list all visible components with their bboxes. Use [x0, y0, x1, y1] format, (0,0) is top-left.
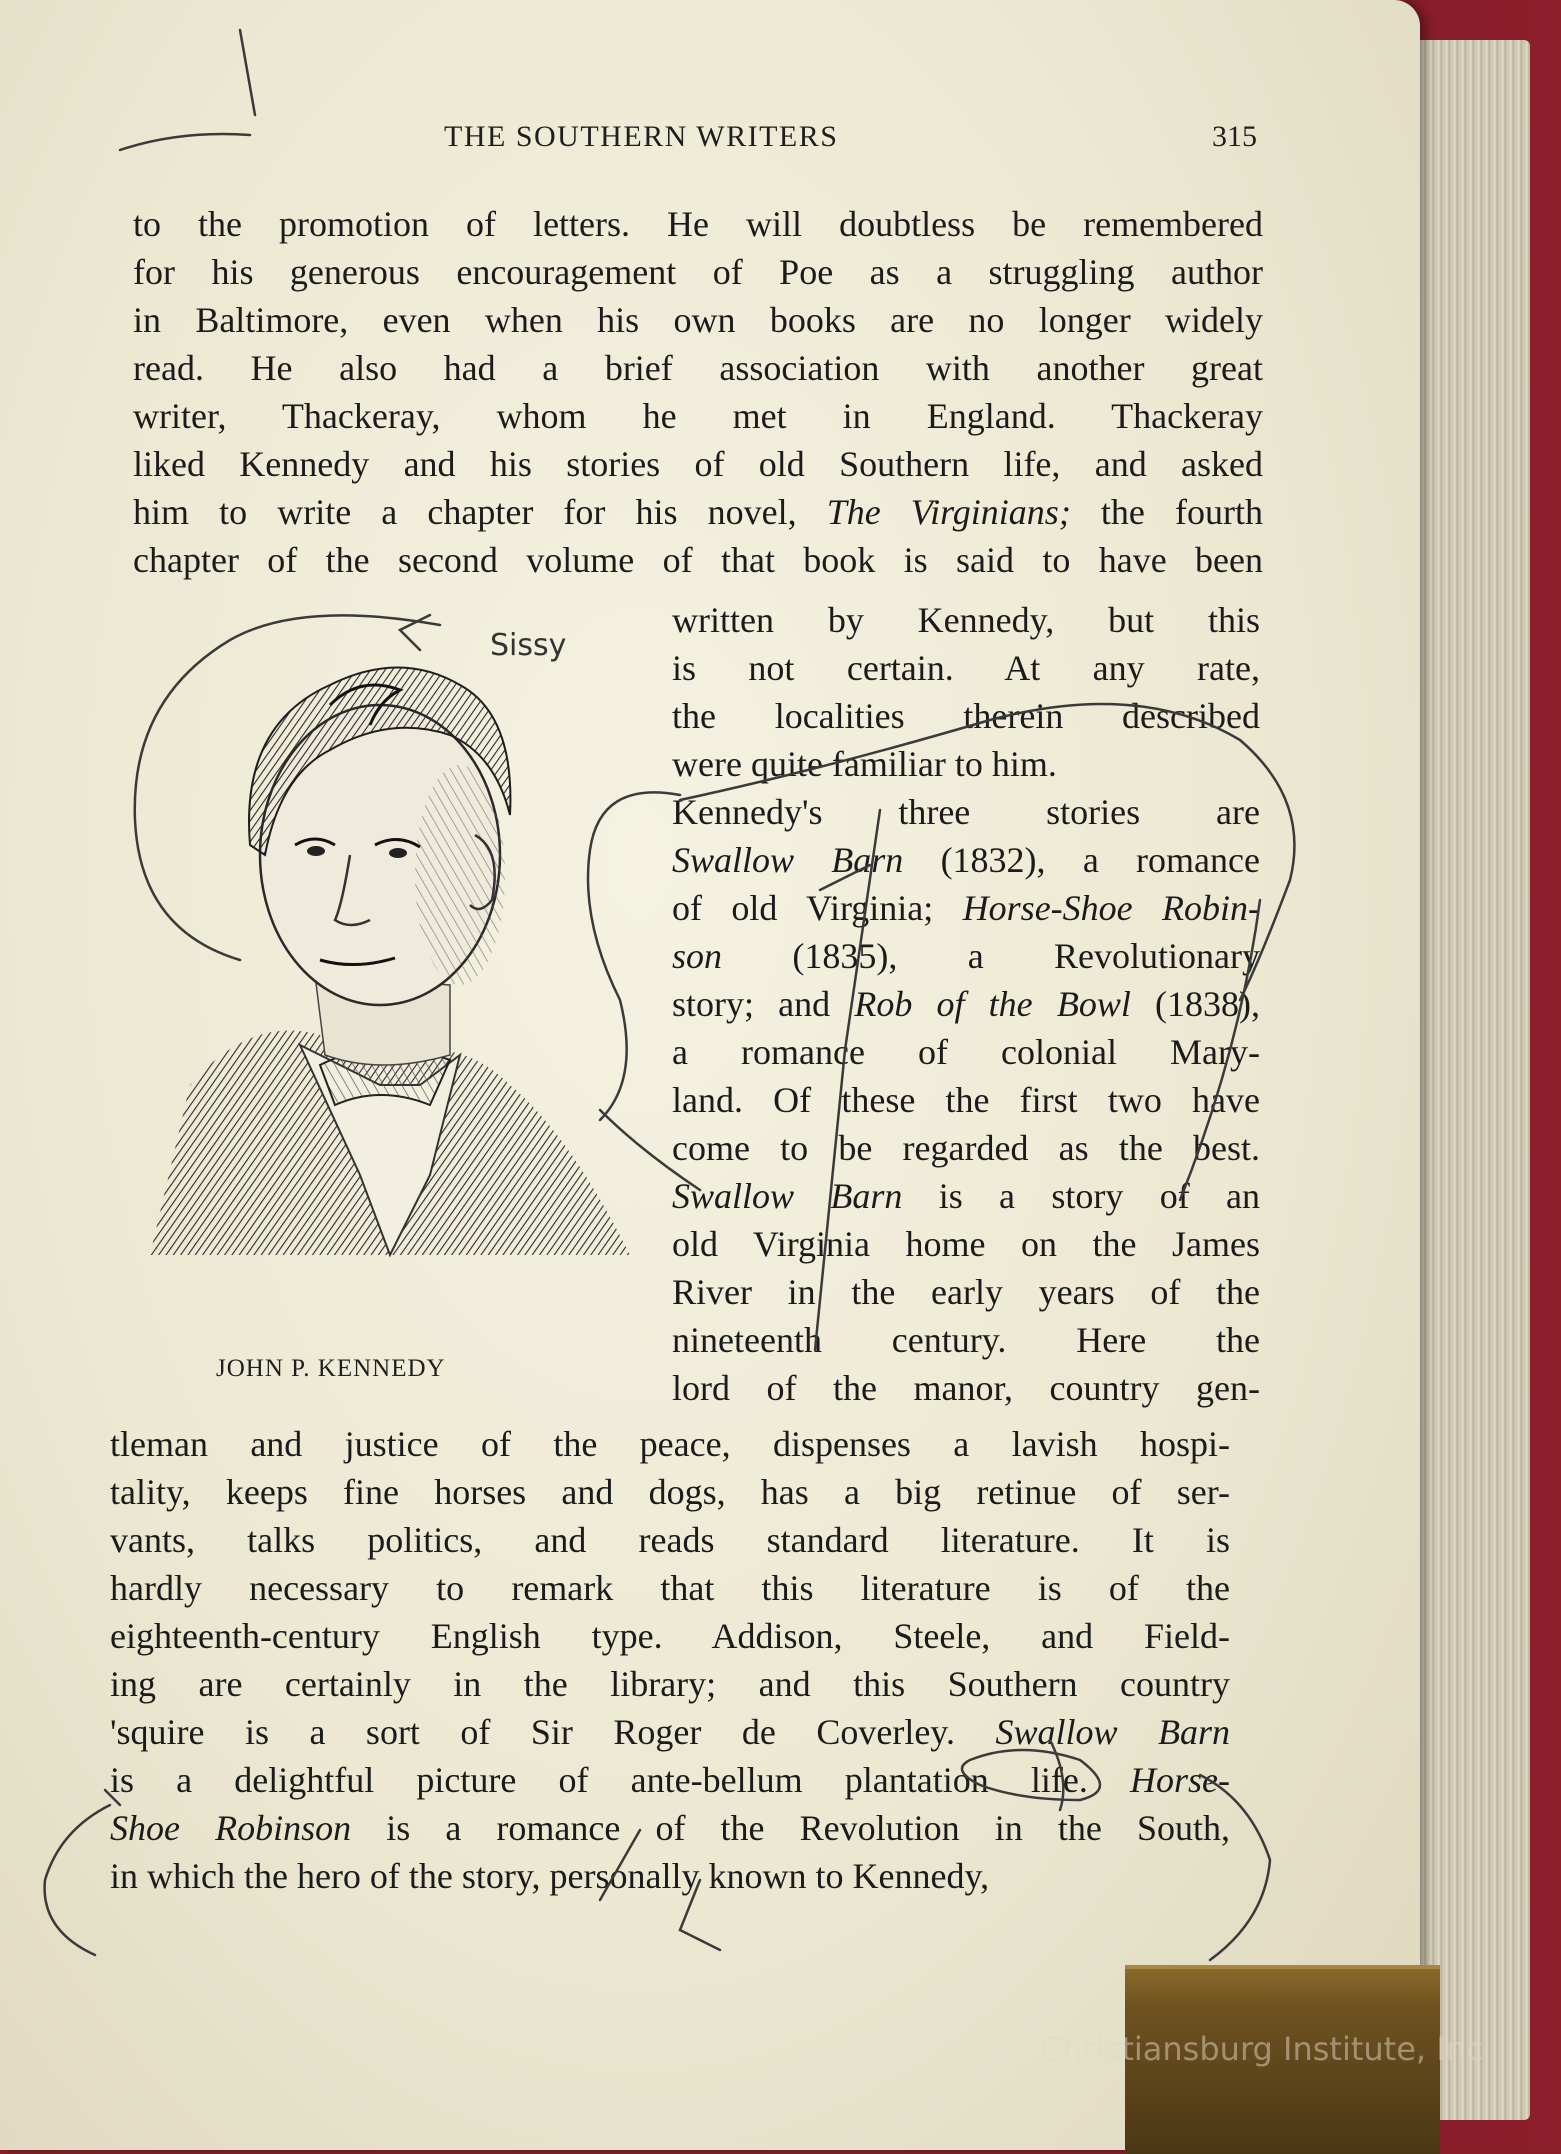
text-line: written by Kennedy, but this — [672, 600, 1260, 640]
text-line: chapter of the second volume of that book is said to have been — [133, 540, 1263, 580]
text-line: writer, Thackeray, whom he met in England. Thackeray — [133, 396, 1263, 436]
text-line: is not certain. At any rate, — [672, 648, 1260, 688]
text-line: in which the hero of the story, personally known to Kennedy, — [110, 1856, 990, 1896]
page-header — [0, 120, 1420, 170]
text-line: River in the early years of the — [672, 1272, 1260, 1312]
handwritten-note: Sissy — [490, 628, 567, 663]
text-line: Kennedy's three stories are — [672, 792, 1260, 832]
text-line: story; and Rob of the Bowl (1838), — [672, 984, 1260, 1024]
text-line: vants, talks politics, and reads standard literature. It is — [110, 1520, 1230, 1560]
text-line: to the promotion of letters. He will doubtless be remembered — [133, 204, 1263, 244]
text-line: in Baltimore, even when his own books are no longer widely — [133, 300, 1263, 340]
text-line: liked Kennedy and his stories of old Southern life, and asked — [133, 444, 1263, 484]
text-line: come to be regarded as the best. — [672, 1128, 1260, 1168]
text-line: 'squire is a sort of Sir Roger de Coverley. Swallow Barn — [110, 1712, 1230, 1752]
page-number: 315 — [1212, 120, 1257, 153]
text-line: Swallow Barn (1832), a romance — [672, 840, 1260, 880]
text-line: Shoe Robinson is a romance of the Revolution in the South, — [110, 1808, 1230, 1848]
text-line: old Virginia home on the James — [672, 1224, 1260, 1264]
text-line: a romance of colonial Mary- — [672, 1032, 1260, 1072]
text-line: of old Virginia; Horse-Shoe Robin- — [672, 888, 1261, 928]
text-line: him to write a chapter for his novel, The Virginians; the fourth — [133, 492, 1263, 532]
watermark: Christiansburg Institute, Inc — [1040, 2030, 1484, 2068]
text-line: is a delightful picture of ante-bellum plantation life. Horse- — [110, 1760, 1230, 1800]
portrait-engraving — [130, 615, 650, 1305]
text-line: ing are certainly in the library; and this Southern country — [110, 1664, 1230, 1704]
text-line: eighteenth-century English type. Addison, Steele, and Field- — [110, 1616, 1230, 1656]
text-line: read. He also had a brief association with another great — [133, 348, 1263, 388]
text-line: nineteenth century. Here the — [672, 1320, 1260, 1360]
text-line: hardly necessary to remark that this literature is of the — [110, 1568, 1230, 1608]
text-line: son (1835), a Revolutionary — [672, 936, 1260, 976]
portrait-caption: JOHN P. KENNEDY — [216, 1355, 446, 1382]
text-line: the localities therein described — [672, 696, 1260, 736]
text-line: tleman and justice of the peace, dispenses a lavish hospi- — [110, 1424, 1230, 1464]
text-line: for his generous encouragement of Poe as a struggling author — [133, 252, 1263, 292]
text-line: lord of the manor, country gen- — [672, 1368, 1260, 1408]
text-line: Swallow Barn is a story of an — [672, 1176, 1260, 1216]
running-title: THE SOUTHERN WRITERS — [444, 120, 839, 153]
text-line: tality, keeps fine horses and dogs, has a big retinue of ser- — [110, 1472, 1230, 1512]
text-line: land. Of these the first two have — [672, 1080, 1260, 1120]
text-line: were quite familiar to him. — [672, 744, 1057, 784]
